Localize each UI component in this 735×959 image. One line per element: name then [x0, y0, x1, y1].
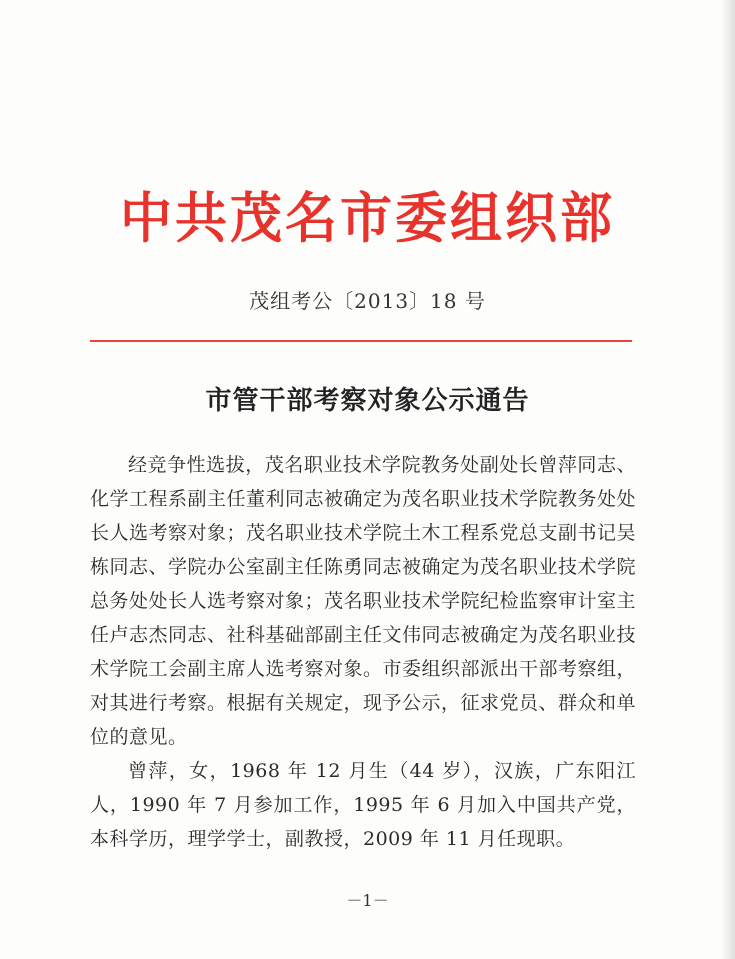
red-divider-line [90, 340, 632, 342]
document-number: 茂组考公〔2013〕18 号 [249, 289, 486, 313]
notice-title: 市管干部考察对象公示通告 [205, 386, 530, 416]
body-paragraph-2: 曾萍，女，1968 年 12 月生（44 岁），汉族，广东阳江人，1990 年 7 月参加工作，1995 年 6 月加入中国共产党，本科学历，理学学士，副教授，2009 年 11 月任现职。 [90, 760, 636, 850]
page-number: －1－ [346, 891, 389, 910]
body-paragraph-1: 经竞争性选拔，茂名职业技术学院教务处副处长曾萍同志、化学工程系副主任董利同志被确定为茂名职业技术学院教务处处长人选考察对象；茂名职业技术学院土木工程系党总支副书记吴栋同志、学院办公室副主任陈勇同志被确定为茂名职业技术学院总务处处长人选考察对象；茂名职业技术学院纪检监察审计室主任卢志杰同志、社科基础部副主任文伟同志被确定为茂名职业技术学院工会副主席人选考察对象。市委组织部派出干部考察组，对其进行考察。根据有关规定，现予公示，征求党员、群众和单位的意见。 [90, 454, 637, 748]
issuer-header: 中共茂名市委组织部 [119, 187, 615, 251]
page-edge-shadow [721, 0, 735, 959]
notice-body [90, 448, 636, 856]
